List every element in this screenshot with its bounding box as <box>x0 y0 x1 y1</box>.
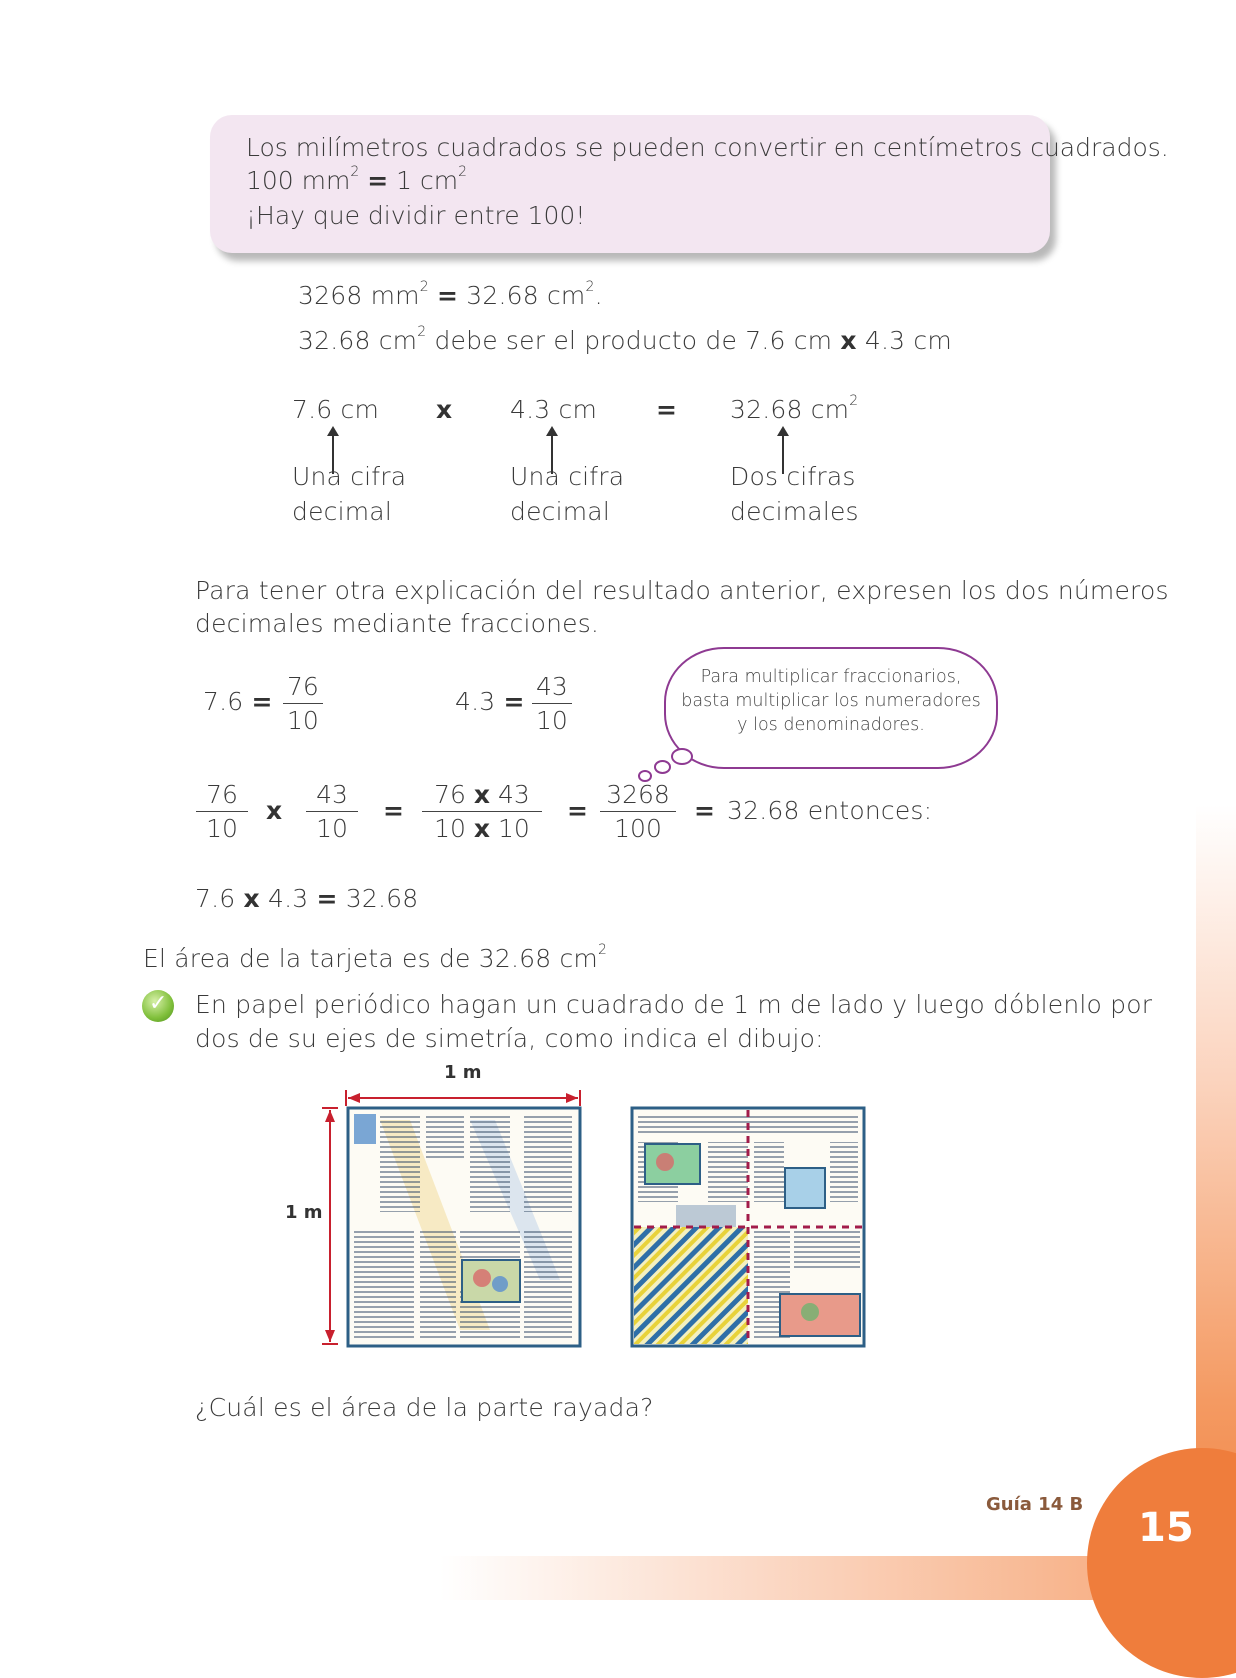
page-number-badge <box>1087 1448 1236 1678</box>
instruction-line-2: decimales mediante fracciones. <box>195 609 600 638</box>
equals-sign: = <box>567 796 589 825</box>
cloud-line-3: y los denominadores. <box>737 715 925 735</box>
factor-1: 7.6 cm <box>292 395 380 424</box>
thought-cloud <box>664 647 998 769</box>
factor-result: 32.68 $cm^2$ <box>730 393 859 424</box>
question-text: ¿Cuál es el área de la parte rayada? <box>195 1393 654 1422</box>
fraction-product: $\frac{76 x 43}{10 x 10}$ <box>422 780 542 843</box>
fraction-76-10: $\frac{76}{10}$ <box>283 672 323 735</box>
cloud-line-2: basta multiplicar los numeradores <box>681 691 981 711</box>
cloud-bubble <box>671 748 693 765</box>
label-1-line-1: Una cifra <box>292 462 407 491</box>
fraction-43-10: $\frac{43}{10}$ <box>532 672 572 735</box>
label-3-line-2: decimales <box>730 497 859 526</box>
decimal-7-6: 7.6 = <box>203 687 273 716</box>
page-number: 15 <box>1138 1505 1194 1551</box>
label-1-line-2: decimal <box>292 497 392 526</box>
times-sign: x <box>266 796 283 825</box>
final-equation: 7.6 x 4.3 = 32.68 <box>195 884 419 913</box>
side-dimension-label: 1 m <box>285 1202 323 1223</box>
conversion-line: 3268 $mm^2 = 32.68$ $cm^2$. <box>298 279 603 310</box>
equals-sign: = <box>383 796 405 825</box>
factor-2: 4.3 cm <box>510 395 598 424</box>
note-line-3: ¡Hay que dividir entre 100! <box>246 201 586 230</box>
times-sign: x <box>436 395 453 424</box>
info-note-box <box>210 115 1169 253</box>
cloud-bubble <box>654 760 671 774</box>
newspaper-illustration <box>320 1080 900 1360</box>
top-dimension-label: 1 m <box>444 1062 482 1083</box>
decimal-4-3: 4.3 = <box>455 687 525 716</box>
equals-sign: = <box>694 796 716 825</box>
note-line-2: 100 $mm^2 = 1$ $cm^2$ <box>246 164 468 195</box>
height-measure <box>322 1108 338 1344</box>
checkmark-icon: ✓ <box>142 990 174 1022</box>
instruction-line-1: Para tener otra explicación del resultado anterior, expresen los dos números <box>195 576 1169 605</box>
label-2-line-2: decimal <box>510 497 610 526</box>
result-text: 32.68 entonces: <box>727 796 933 825</box>
label-2-line-1: Una cifra <box>510 462 625 491</box>
width-measure <box>346 1090 580 1106</box>
fraction-3268-100: $\frac{3268}{100}$ <box>600 780 676 843</box>
product-statement: 32.68 $cm^2$ debe ser el producto de 7.6 cm x 4.3 cm <box>298 324 952 355</box>
newspaper-square-left <box>348 1108 580 1346</box>
note-line-1: Los milímetros cuadrados se pueden convertir en centímetros cuadrados. <box>246 133 1169 162</box>
fraction-76-10: $\frac{76}{10}$ <box>196 780 248 843</box>
newspaper-square-right <box>632 1108 864 1346</box>
equals-sign: = <box>656 395 678 424</box>
label-3-line-1: Dos cifras <box>730 462 856 491</box>
fraction-43-10: $\frac{43}{10}$ <box>306 780 358 843</box>
activity-line-1: En papel periódico hagan un cuadrado de 1 m de lado y luego dóblenlo por <box>195 990 1153 1019</box>
activity-line-2: dos de su ejes de simetría, como indica el dibujo: <box>195 1024 824 1053</box>
area-statement: El área de la tarjeta es de 32.68 $cm^2$ <box>143 942 608 973</box>
cloud-line-1: Para multiplicar fraccionarios, <box>700 667 962 687</box>
guide-label: Guía 14 B <box>986 1494 1084 1515</box>
